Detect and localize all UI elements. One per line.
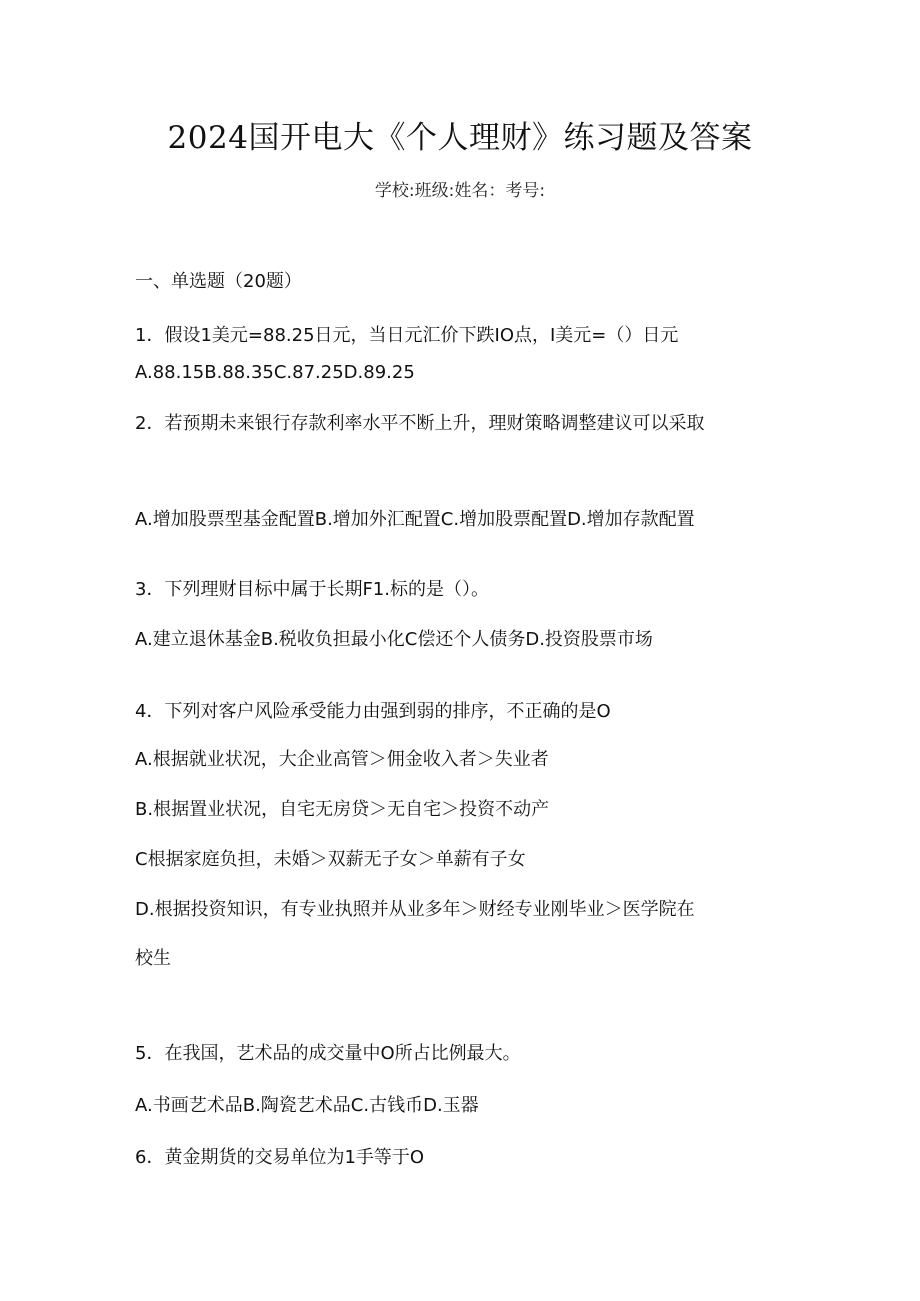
student-info-line: 学校:班级:姓名：考号: — [374, 181, 546, 201]
document-title: 2024国开电大《个人理财》练习题及答案 — [167, 120, 753, 156]
question-4-option-b: B.根据置业状况，自宅无房贷＞无自宅＞投资不动产 — [135, 799, 550, 820]
question-2-stem: 2．若预期未来银行存款利率水平不断上升，理财策略调整建议可以采取 — [135, 413, 705, 434]
question-4-option-d-line2: 校生 — [135, 948, 171, 969]
section-heading: 一、单选题（20题） — [135, 271, 302, 292]
question-5-stem: 5．在我国，艺术品的成交量中O所占比例最大。 — [135, 1043, 521, 1064]
question-3-stem: 3．下列理财目标中属于长期F1.标的是（）。 — [135, 579, 489, 600]
question-4-option-c: C根据家庭负担，未婚＞双薪无子女＞单薪有子女 — [135, 849, 526, 870]
question-1-stem: 1．假设1美元=88.25日元，当日元汇价下跌IO点，I美元=（）日元 — [135, 325, 679, 346]
question-2-options: A.增加股票型基金配置B.增加外汇配置C.增加股票配置D.增加存款配置 — [135, 509, 695, 530]
question-3-options: A.建立退休基金B.税收负担最小化C偿还个人债务D.投资股票市场 — [135, 629, 653, 650]
question-4-option-d-line1: D.根据投资知识，有专业执照并从业多年＞财经专业刚毕业＞医学院在 — [135, 899, 695, 920]
question-6-stem: 6．黄金期货的交易单位为1手等于O — [135, 1147, 425, 1168]
question-4-stem: 4．下列对客户风险承受能力由强到弱的排序，不正确的是O — [135, 701, 611, 722]
question-4-option-a: A.根据就业状况，大企业高管＞佣金收入者＞失业者 — [135, 749, 549, 770]
question-1-options: A.88.15B.88.35C.87.25D.89.25 — [135, 362, 415, 383]
question-5-options: A.书画艺术品B.陶瓷艺术品C.古钱币D.玉器 — [135, 1095, 479, 1116]
